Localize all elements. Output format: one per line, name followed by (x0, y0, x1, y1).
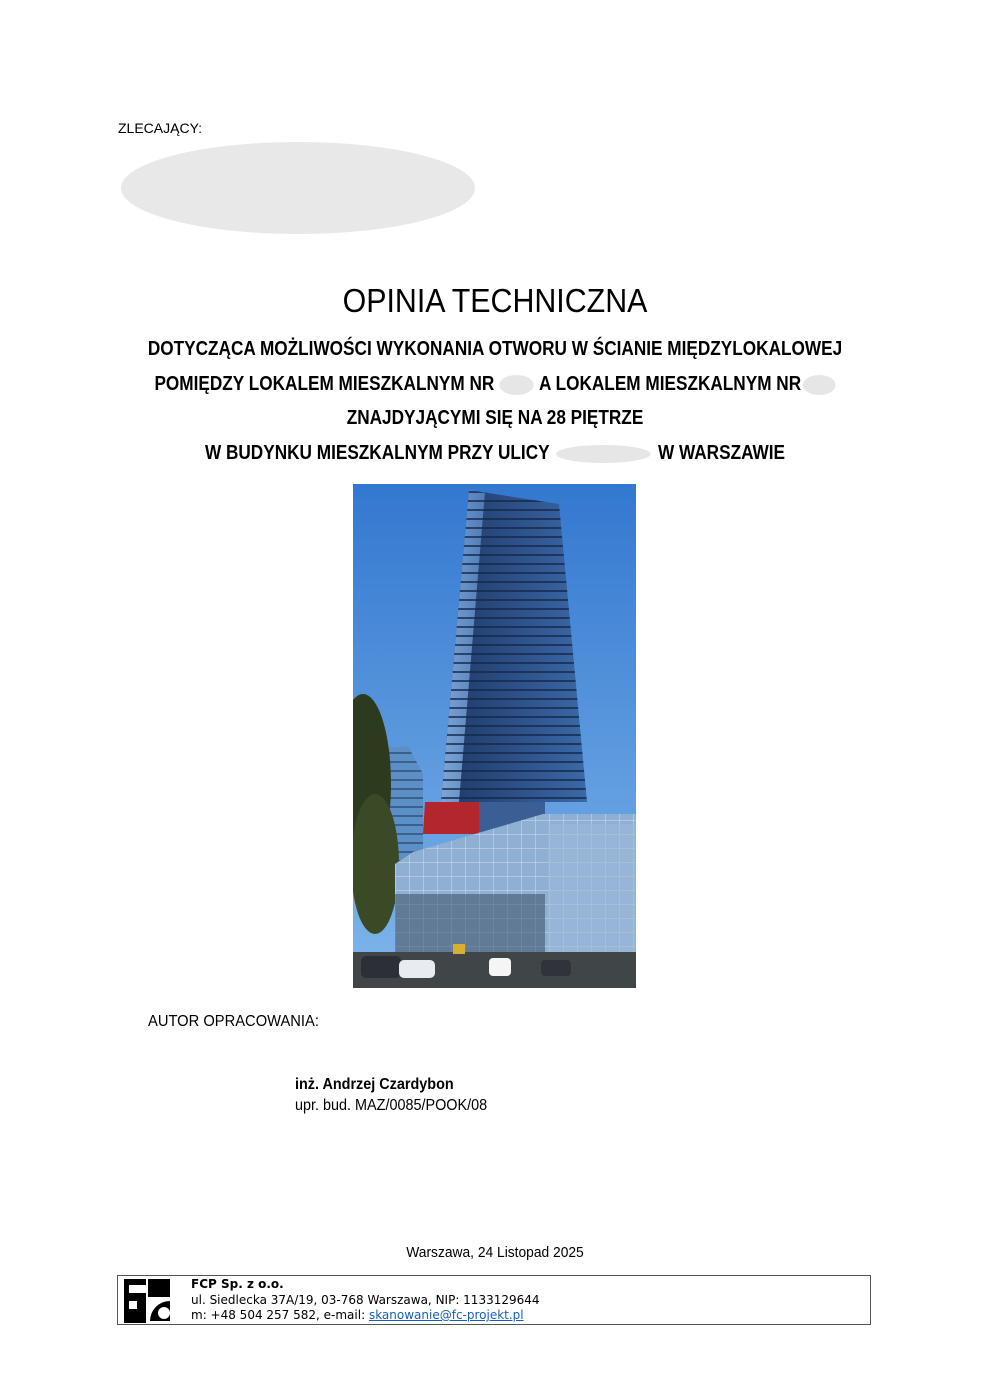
subtitle-line-3-text: ZNAJDYJĄCYMI SIĘ NA 28 PIĘTRZE (346, 407, 644, 429)
company-phone: m: +48 504 257 582, e-mail: (191, 1308, 369, 1322)
company-name: FCP Sp. z o.o. (191, 1277, 284, 1291)
subtitle-line-2-text-a: POMIĘDZY LOKALEM MIESZKALNYM NR (154, 373, 495, 395)
author-license: upr. bud. MAZ/0085/POOK/08 (295, 1097, 488, 1114)
flat-number-redaction-2 (803, 375, 836, 395)
subtitle-line-4 (69, 442, 920, 465)
subtitle-line-1 (69, 338, 920, 361)
client-label: ZLECAJĄCY: (118, 120, 203, 136)
client-redaction (121, 142, 475, 234)
document-date: Warszawa, 24 Listopad 2025 (406, 1244, 584, 1261)
flat-number-redaction-1 (499, 375, 533, 395)
subtitle-line-4-text-a: W BUDYNKU MIESZKALNYM PRZY ULICY (204, 442, 550, 464)
footer-box (117, 1275, 871, 1325)
company-address: ul. Siedlecka 37A/19, 03-768 Warszawa, NIP: 1133129644 (191, 1292, 540, 1307)
document-title: OPINIA TECHNICZNA (342, 282, 648, 319)
company-email-link[interactable]: skanowanie@fc-projekt.pl (368, 1308, 524, 1322)
subtitle-line-2 (69, 373, 920, 396)
author-label: AUTOR OPRACOWANIA: (148, 1013, 319, 1030)
author-name: inż. Andrzej Czardybon (295, 1076, 454, 1093)
company-logo-icon (124, 1279, 174, 1323)
subtitle-line-4-text-b: W WARSZAWIE (657, 442, 786, 464)
subtitle-line-1-text: DOTYCZĄCA MOŻLIWOŚCI WYKONANIA OTWORU W ŚCIANIE MIĘDZYLOKALOWEJ (147, 338, 843, 360)
street-redaction (556, 445, 651, 463)
subtitle-line-3 (69, 407, 920, 430)
subtitle-line-2-text-b: A LOKALEM MIESZKALNYM NR (539, 373, 802, 395)
company-contact (191, 1308, 540, 1324)
building-photo (353, 484, 636, 988)
footer-details (191, 1277, 540, 1324)
